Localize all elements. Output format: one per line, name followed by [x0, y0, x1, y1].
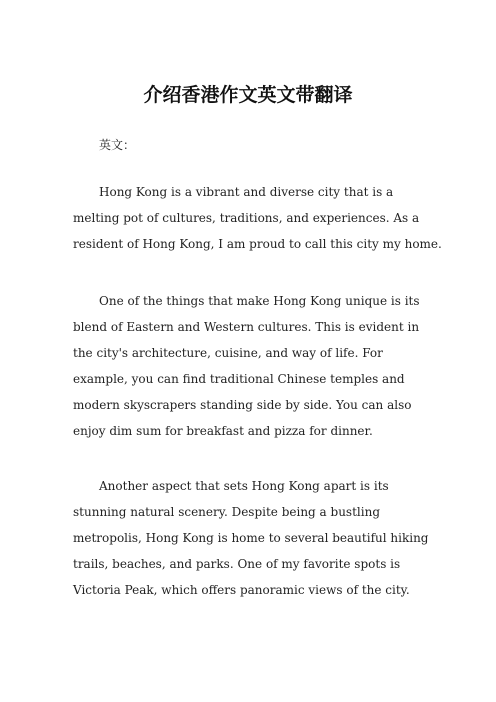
paragraph-line: Hong Kong is a vibrant and diverse city that is a	[99, 185, 394, 199]
paragraph-1	[73, 179, 442, 257]
paragraph-line: Victoria Peak, which offers panoramic views of the city.	[73, 583, 410, 597]
paragraph-line: melting pot of cultures, traditions, and experiences. As a	[73, 211, 420, 225]
document-title: 介绍香港作文英文带翻译	[143, 84, 353, 106]
paragraph-line: Another aspect that sets Hong Kong apart is its	[99, 479, 389, 493]
paragraph-line: example, you can find traditional Chinese temples and	[73, 372, 405, 386]
paragraph-line: resident of Hong Kong, I am proud to call this city my home.	[73, 237, 442, 251]
paragraph-2	[73, 288, 433, 444]
paragraph-line: modern skyscrapers standing side by side. You can also	[73, 398, 412, 412]
section-label-english: 英文：	[99, 138, 136, 152]
paragraph-line: the city's architecture, cuisine, and way of life. For	[73, 346, 383, 360]
paragraph-3	[73, 473, 433, 603]
paragraph-line: blend of Eastern and Western cultures. This is evident in	[73, 320, 420, 334]
paragraph-line: metropolis, Hong Kong is home to several beautiful hiking	[73, 531, 429, 545]
paragraph-line: enjoy dim sum for breakfast and pizza for dinner.	[73, 424, 373, 438]
paragraph-line: stunning natural scenery. Despite being a bustling	[73, 505, 380, 519]
paragraph-line: trails, beaches, and parks. One of my favorite spots is	[73, 557, 401, 571]
paragraph-line: One of the things that make Hong Kong unique is its	[99, 294, 420, 308]
